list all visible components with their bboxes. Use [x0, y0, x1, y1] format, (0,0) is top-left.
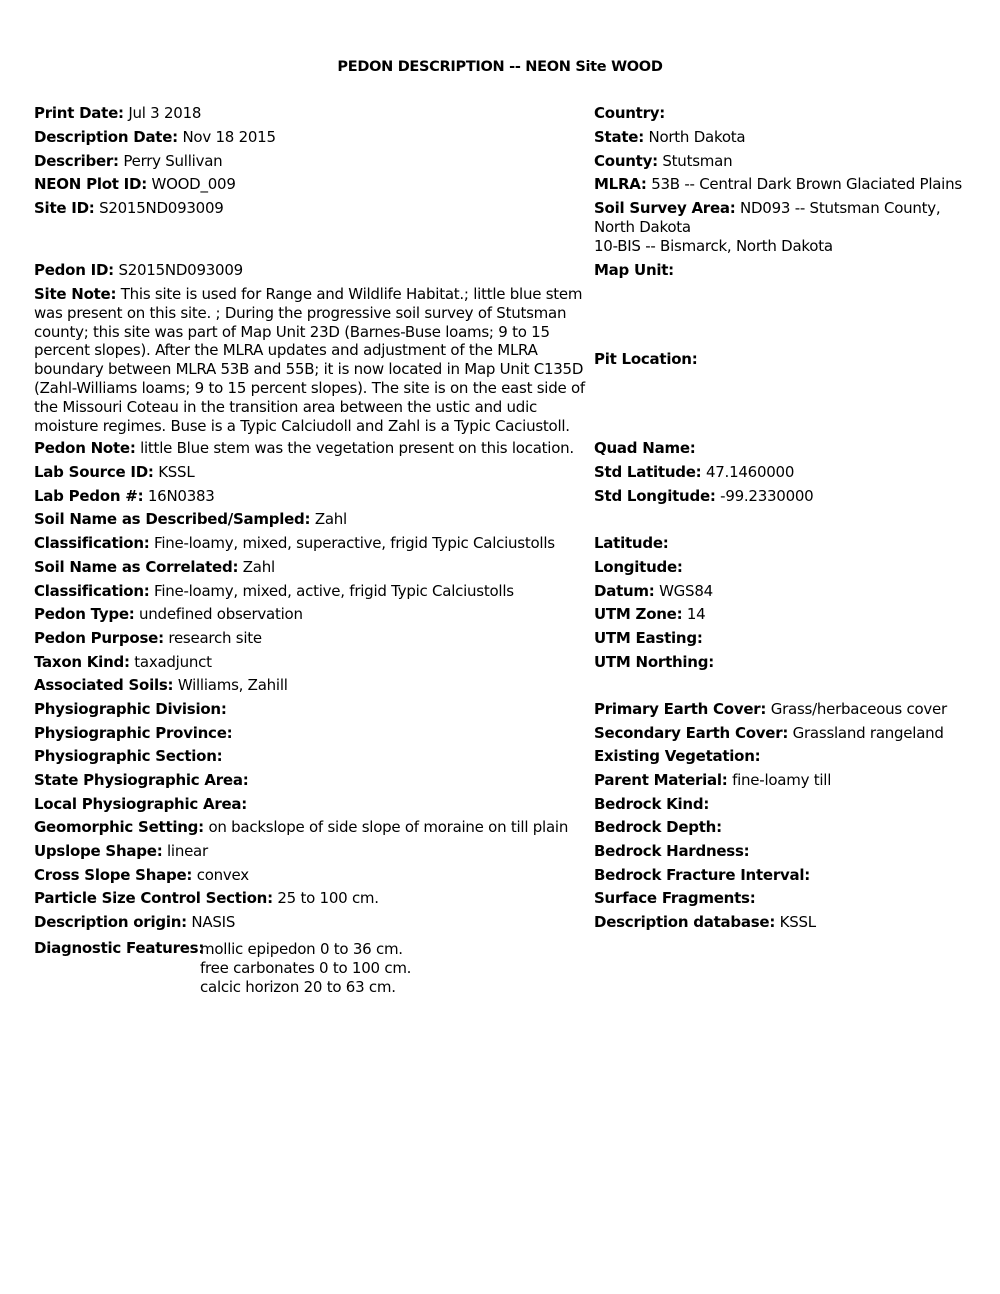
field-label: Quad Name: — [594, 439, 696, 457]
bedrock-fracture-interval-field — [594, 866, 810, 885]
county-field — [594, 152, 732, 171]
soil-name-described-field — [34, 510, 347, 529]
field-label: Cross Slope Shape: — [34, 866, 193, 884]
print-date-field — [34, 104, 201, 123]
state-physiographic-area-field — [34, 771, 248, 790]
diagnostic-features-label — [34, 939, 204, 958]
field-label: Surface Fragments: — [594, 889, 756, 907]
field-label: Physiographic Province: — [34, 724, 233, 742]
particle-size-field — [34, 889, 379, 908]
field-value: ND093 -- Stutsman County, North Dakota — [594, 199, 941, 236]
pedon-type-field — [34, 605, 303, 624]
site-note-field — [34, 285, 586, 435]
field-label: Bedrock Depth: — [594, 818, 722, 836]
field-label: Physiographic Division: — [34, 700, 227, 718]
field-label: Classification: — [34, 582, 150, 600]
field-value: Fine-loamy, mixed, active, frigid Typic Calciustolls — [154, 582, 514, 600]
field-label: State: — [594, 128, 644, 146]
utm-easting-field — [594, 629, 703, 648]
field-label: Local Physiographic Area: — [34, 795, 248, 813]
map-unit-field — [594, 261, 674, 280]
field-value: fine-loamy till — [732, 771, 832, 789]
field-label: Soil Name as Correlated: — [34, 558, 239, 576]
primary-earth-cover-field — [594, 700, 947, 719]
field-value: research site — [168, 629, 262, 647]
field-label: Associated Soils: — [34, 676, 174, 694]
lab-source-id-field — [34, 463, 194, 482]
field-value: 16N0383 — [147, 487, 215, 505]
field-value: North Dakota — [648, 128, 746, 146]
field-label: Bedrock Kind: — [594, 795, 710, 813]
existing-vegetation-field — [594, 747, 760, 766]
mlra-field — [594, 175, 962, 194]
physiographic-province-field — [34, 724, 232, 743]
taxon-kind-field — [34, 653, 212, 672]
field-value: Perry Sullivan — [123, 152, 223, 170]
field-value: little Blue stem was the vegetation present on this location. — [140, 439, 574, 457]
utm-zone-field — [594, 605, 705, 624]
surface-fragments-field — [594, 889, 755, 908]
description-date-field — [34, 128, 276, 147]
field-label: Pedon ID: — [34, 261, 114, 279]
field-label: Existing Vegetation: — [594, 747, 761, 765]
field-label: Datum: — [594, 582, 655, 600]
site-id-field — [34, 199, 224, 218]
field-value: Grass/herbaceous cover — [770, 700, 947, 718]
field-label: Geomorphic Setting: — [34, 818, 204, 836]
lab-pedon-field — [34, 487, 215, 506]
field-label: Print Date: — [34, 104, 124, 122]
field-label: Longitude: — [594, 558, 683, 576]
diagnostic-feature: mollic epipedon 0 to 36 cm. — [200, 940, 403, 958]
utm-northing-field — [594, 653, 714, 672]
field-value: linear — [166, 842, 208, 860]
quad-name-field — [594, 439, 696, 458]
field-value: This site is used for Range and Wildlife Habitat.; little blue stem was present on this site. ; During the progressive soil survey of Stutsman county; this site was part of Map Unit 23D (Barnes-Buse loams; 9 to 15 percent slopes). After the MLRA updates and adjustment of the MLRA boundary between MLRA 53B and 55B; it is now located in Map Unit C135D (Zahl-Williams loams; 9 to 15 percent slopes). The site is on the east side of the Missouri Coteau in the transition area between the ustic and udic moisture regimes. Buse is a Typic Calciudoll and Zahl is a Typic Caciustoll. — [34, 285, 585, 435]
field-value: Zahl — [314, 510, 347, 528]
field-label: County: — [594, 152, 658, 170]
field-value: S2015ND093009 — [118, 261, 243, 279]
field-label: Classification: — [34, 534, 150, 552]
field-value: Nov 18 2015 — [182, 128, 276, 146]
field-label: Description origin: — [34, 913, 187, 931]
field-label: Physiographic Section: — [34, 747, 223, 765]
field-label: UTM Easting: — [594, 629, 703, 647]
field-label: MLRA: — [594, 175, 647, 193]
bedrock-hardness-field — [594, 842, 749, 861]
state-field — [594, 128, 745, 147]
field-label: Pedon Note: — [34, 439, 136, 457]
physiographic-division-field — [34, 700, 227, 719]
secondary-earth-cover-field — [594, 724, 944, 743]
field-label: Parent Material: — [594, 771, 728, 789]
describer-field — [34, 152, 222, 171]
field-value: Jul 3 2018 — [128, 104, 202, 122]
field-label: Lab Pedon #: — [34, 487, 144, 505]
field-label: Country: — [594, 104, 666, 122]
datum-field — [594, 582, 713, 601]
field-value: taxadjunct — [134, 653, 212, 671]
description-database-field — [594, 913, 816, 932]
bedrock-depth-field — [594, 818, 722, 837]
field-label: UTM Northing: — [594, 653, 714, 671]
field-value: NASIS — [191, 913, 236, 931]
field-value: Stutsman — [662, 152, 733, 170]
field-label: Pedon Type: — [34, 605, 135, 623]
field-label: Describer: — [34, 152, 119, 170]
field-label: Description Date: — [34, 128, 178, 146]
field-label: Secondary Earth Cover: — [594, 724, 789, 742]
field-value: 53B -- Central Dark Brown Glaciated Plains — [651, 175, 962, 193]
pit-location-field — [594, 350, 697, 369]
field-value: -99.2330000 — [720, 487, 814, 505]
field-value: 47.1460000 — [705, 463, 795, 481]
field-value: Fine-loamy, mixed, superactive, frigid Typic Calciustolls — [154, 534, 555, 552]
field-label: State Physiographic Area: — [34, 771, 249, 789]
field-label: Lab Source ID: — [34, 463, 154, 481]
latitude-field — [594, 534, 669, 553]
cross-slope-shape-field — [34, 866, 249, 885]
field-value: on backslope of side slope of moraine on till plain — [208, 818, 569, 836]
field-label: Taxon Kind: — [34, 653, 130, 671]
field-label: Site ID: — [34, 199, 95, 217]
field-value-secondary: 10-BIS -- Bismarck, North Dakota — [594, 236, 833, 255]
classification-correlated-field — [34, 582, 514, 601]
parent-material-field — [594, 771, 831, 790]
field-value: Grassland rangeland — [792, 724, 944, 742]
field-value: WGS84 — [659, 582, 713, 600]
physiographic-section-field — [34, 747, 222, 766]
field-label: Upslope Shape: — [34, 842, 163, 860]
field-label: UTM Zone: — [594, 605, 683, 623]
field-label: Particle Size Control Section: — [34, 889, 273, 907]
field-value: S2015ND093009 — [99, 199, 224, 217]
field-label: Primary Earth Cover: — [594, 700, 767, 718]
description-origin-field — [34, 913, 235, 932]
soil-survey-area-field — [594, 199, 974, 255]
soil-name-correlated-field — [34, 558, 275, 577]
pedon-purpose-field — [34, 629, 262, 648]
field-label: Latitude: — [594, 534, 669, 552]
field-value: 14 — [686, 605, 706, 623]
field-value: convex — [196, 866, 249, 884]
bedrock-kind-field — [594, 795, 709, 814]
field-value: WOOD_009 — [151, 175, 236, 193]
field-value: KSSL — [779, 913, 816, 931]
diagnostic-features-list — [200, 940, 411, 997]
field-label: Map Unit: — [594, 261, 674, 279]
associated-soils-field — [34, 676, 288, 695]
field-label: Site Note: — [34, 285, 117, 303]
field-label: Std Latitude: — [594, 463, 702, 481]
field-value: KSSL — [158, 463, 195, 481]
upslope-shape-field — [34, 842, 208, 861]
field-value: 25 to 100 cm. — [277, 889, 379, 907]
country-field — [594, 104, 665, 123]
std-longitude-field — [594, 487, 813, 506]
longitude-field — [594, 558, 683, 577]
field-label: Bedrock Fracture Interval: — [594, 866, 811, 884]
pedon-id-field — [34, 261, 243, 280]
field-label: Soil Survey Area: — [594, 199, 736, 217]
field-label: Pedon Purpose: — [34, 629, 164, 647]
field-value: Williams, Zahill — [177, 676, 288, 694]
diagnostic-feature: calcic horizon 20 to 63 cm. — [200, 978, 396, 996]
field-label: Std Longitude: — [594, 487, 716, 505]
field-label: NEON Plot ID: — [34, 175, 147, 193]
field-value: Zahl — [242, 558, 275, 576]
field-label: Soil Name as Described/Sampled: — [34, 510, 311, 528]
field-label: Bedrock Hardness: — [594, 842, 750, 860]
diagnostic-feature: free carbonates 0 to 100 cm. — [200, 959, 412, 977]
field-label: Diagnostic Features: — [34, 939, 205, 957]
pedon-note-field — [34, 439, 574, 458]
neon-plot-id-field — [34, 175, 236, 194]
local-physiographic-area-field — [34, 795, 247, 814]
classification-described-field — [34, 534, 555, 553]
std-latitude-field — [594, 463, 794, 482]
field-value: undefined observation — [139, 605, 303, 623]
page-title: PEDON DESCRIPTION -- NEON Site WOOD — [337, 59, 663, 75]
field-label: Pit Location: — [594, 350, 698, 368]
field-label: Description database: — [594, 913, 776, 931]
geomorphic-setting-field — [34, 818, 568, 837]
